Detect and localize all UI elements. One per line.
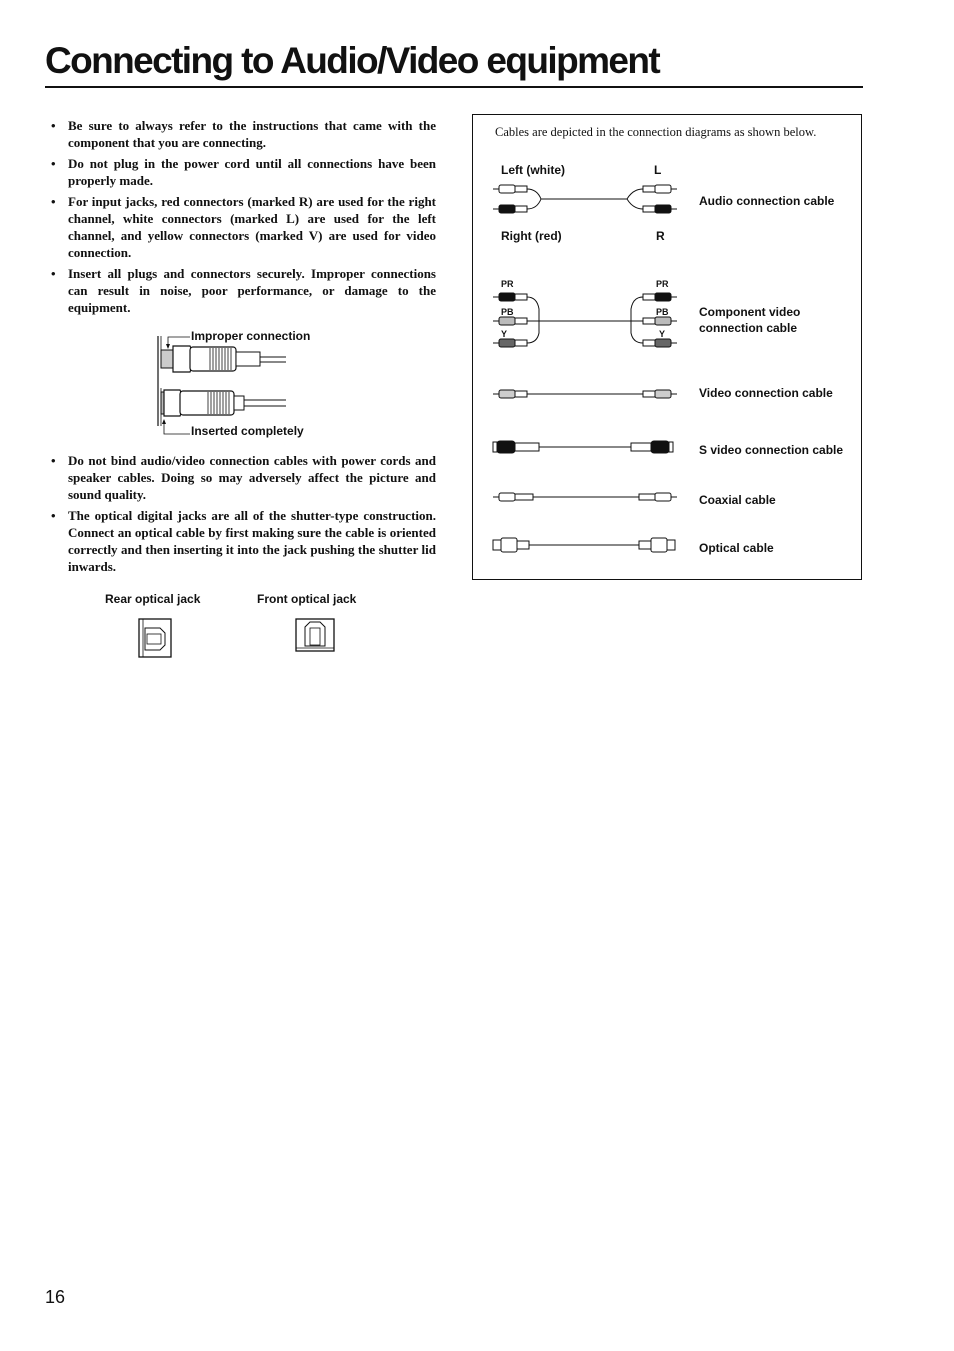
s-video-connection-cable-label: S video connection cable bbox=[699, 443, 844, 457]
optical-cable-icon bbox=[491, 535, 681, 555]
component-y-mark-left: Y bbox=[501, 329, 508, 339]
coaxial-cable-label: Coaxial cable bbox=[699, 493, 776, 507]
s-video-cable-icon bbox=[491, 439, 681, 455]
title-rule bbox=[45, 86, 863, 88]
component-pb-mark-left: PB bbox=[501, 307, 514, 317]
audio-r-mark: R bbox=[656, 229, 665, 243]
video-cable-icon bbox=[491, 387, 681, 401]
note-item: • Insert all plugs and connectors securely. Improper connections can result in noise, poor performance, or damage to the equipment. bbox=[50, 265, 436, 316]
audio-left-label: Left (white) bbox=[501, 163, 565, 177]
notes-list-bottom bbox=[50, 452, 436, 579]
component-cable-icon bbox=[491, 289, 681, 349]
video-connection-cable-label: Video connection cable bbox=[699, 386, 833, 400]
coaxial-cable-icon bbox=[491, 490, 681, 504]
inserted-completely-label: Inserted completely bbox=[191, 424, 304, 438]
plug-insertion-figure bbox=[150, 326, 450, 446]
front-optical-jack-icon bbox=[295, 618, 337, 654]
component-pr-mark-right: PR bbox=[656, 279, 669, 289]
optical-cable-label: Optical cable bbox=[699, 541, 774, 555]
optical-jacks-figure bbox=[90, 590, 410, 670]
front-optical-jack-label: Front optical jack bbox=[257, 592, 357, 606]
rear-optical-jack-icon bbox=[138, 618, 174, 660]
notes-list-top bbox=[50, 117, 436, 320]
note-item: • For input jacks, red connectors (marked R) are used for the right channel, white connectors (marked L) are used for the left channel, and yellow connectors (marked V) are used for video connection. bbox=[50, 193, 436, 261]
rear-optical-jack-label: Rear optical jack bbox=[105, 592, 201, 606]
component-video-cable-label-line1: Component video bbox=[699, 305, 801, 319]
note-item: • Be sure to always refer to the instructions that came with the component that you are connecting. bbox=[50, 117, 436, 151]
component-video-cable-label-line2: connection cable bbox=[699, 321, 798, 335]
page-number: 16 bbox=[45, 1287, 66, 1307]
component-pr-mark-left: PR bbox=[501, 279, 514, 289]
component-y-mark-right: Y bbox=[659, 329, 666, 339]
audio-cable-icon bbox=[491, 181, 681, 217]
cable-legend-box bbox=[472, 114, 862, 580]
audio-right-label: Right (red) bbox=[501, 229, 562, 243]
audio-l-mark: L bbox=[654, 163, 662, 177]
cable-legend-intro: Cables are depicted in the connection diagrams as shown below. bbox=[495, 125, 817, 139]
note-item: • Do not bind audio/video connection cables with power cords and speaker cables. Doing so may adversely affect the picture and sound quality. bbox=[50, 452, 436, 503]
improper-connection-label: Improper connection bbox=[191, 329, 311, 343]
component-pb-mark-right: PB bbox=[656, 307, 669, 317]
note-item: • The optical digital jacks are all of the shutter-type construction. Connect an optical cable by first making sure the cable is oriented correctly and then inserting it into the jack pushing the shutter lid inwards. bbox=[50, 507, 436, 575]
page-title: Connecting to Audio/Video equipment bbox=[45, 40, 660, 81]
audio-connection-cable-label: Audio connection cable bbox=[699, 194, 835, 208]
note-item: • Do not plug in the power cord until all connections have been properly made. bbox=[50, 155, 436, 189]
